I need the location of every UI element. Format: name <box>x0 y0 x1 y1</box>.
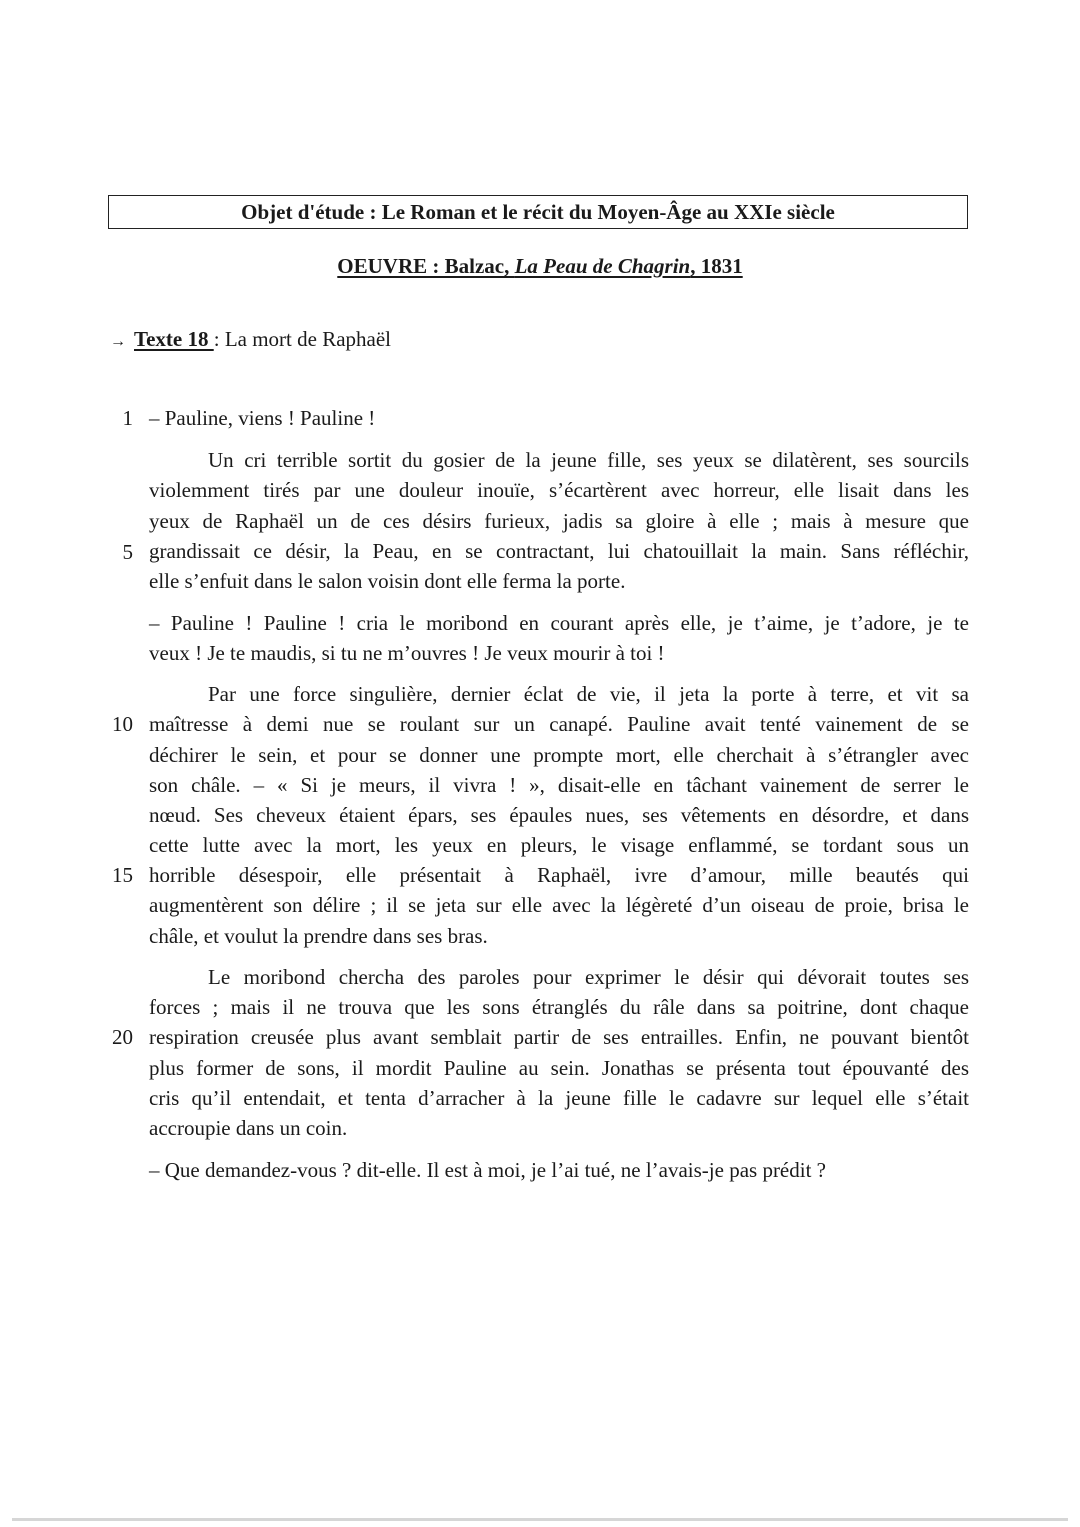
texte-label: Texte 18 <box>134 327 214 351</box>
text-line: – Pauline ! Pauline ! cria le moribond en courant après elle, je t’aime, je t’adore, je te <box>149 611 969 635</box>
page-bottom-divider <box>12 1518 1068 1521</box>
objet-etude-box <box>108 195 968 229</box>
arrow-icon: → <box>110 333 126 350</box>
text-line: yeux de Raphaël un de ces désirs furieux, jadis sa gloire à elle ; mais à mesure que <box>149 509 969 533</box>
text-line: plus former de sons, il mordit Pauline au sein. Jonathas se présenta tout épouvanté des <box>149 1056 969 1080</box>
text-line: maîtresse à demi nue se roulant sur un canapé. Pauline avait tenté vainement de se <box>149 712 969 736</box>
text-line: forces ; mais il ne trouva que les sons étranglés du râle dans sa poitrine, dont chaque <box>149 995 969 1019</box>
text-line: respiration creusée plus avant semblait partir de ses entrailles. Enfin, ne pouvant bientôt <box>149 1025 969 1049</box>
text-line: son châle. – « Si je meurs, il vivra ! », disait-elle en tâchant vainement de serrer le <box>149 773 969 797</box>
text-line: cris qu’il entendait, et tenta d’arracher à la jeune fille le cadavre sur lequel elle s’était <box>149 1086 969 1110</box>
text-line: châle, et voulut la prendre dans ses bras. <box>149 924 488 948</box>
text-line: accroupie dans un coin. <box>149 1116 348 1140</box>
line-number: 15 <box>112 863 133 887</box>
texte-separator: : <box>213 327 225 351</box>
text-line: Par une force singulière, dernier éclat de vie, il jeta la porte à terre, et vit sa <box>208 682 969 706</box>
oeuvre-title: La Peau de Chagrin <box>514 254 691 278</box>
text-line: – Pauline, viens ! Pauline ! <box>149 406 376 430</box>
oeuvre-suffix: , 1831 <box>690 254 743 278</box>
text-line: elle s’enfuit dans le salon voisin dont elle ferma la porte. <box>149 569 626 593</box>
text-line: horrible désespoir, elle présentait à Raphaël, ivre d’amour, mille beautés qui <box>149 863 969 887</box>
texte-heading <box>110 327 391 352</box>
text-line: veux ! Je te maudis, si tu ne m’ouvres ! Je veux mourir à toi ! <box>149 641 665 665</box>
oeuvre-heading <box>0 254 1080 279</box>
text-line: grandissait ce désir, la Peau, en se contractant, lui chatouillait la main. Sans réfléchir, <box>149 539 969 563</box>
text-line: déchirer le sein, et pour se donner une prompte mort, elle cherchait à s’étrangler avec <box>149 743 969 767</box>
text-line: – Que demandez-vous ? dit-elle. Il est à moi, je l’ai tué, ne l’avais-je pas prédit ? <box>149 1158 826 1182</box>
text-line: cette lutte avec la mort, les yeux en pleurs, le visage enflammé, se tordant sous un <box>149 833 969 857</box>
line-number: 1 <box>122 406 133 430</box>
text-line: Le moribond chercha des paroles pour exprimer le désir qui dévorait toutes ses <box>208 965 969 989</box>
line-number: 20 <box>112 1025 133 1049</box>
oeuvre-prefix: OEUVRE : Balzac, <box>337 254 515 278</box>
text-line: Un cri terrible sortit du gosier de la jeune fille, ses yeux se dilatèrent, ses sourcils <box>208 448 969 472</box>
line-number: 10 <box>112 712 133 736</box>
text-line: augmentèrent son délire ; il se jeta sur elle avec la légèreté d’un oiseau de proie, brisa le <box>149 893 969 917</box>
objet-etude-text: Objet d'étude : Le Roman et le récit du Moyen-Âge au XXIe siècle <box>241 199 835 224</box>
text-line: violemment tirés par une douleur inouïe, s’écartèrent avec horreur, elle lisait dans les <box>149 478 969 502</box>
line-number: 5 <box>122 540 133 564</box>
texte-title: La mort de Raphaël <box>224 327 391 351</box>
text-line: nœud. Ses cheveux étaient épars, ses épaules nues, ses vêtements en désordre, et dans <box>149 803 969 827</box>
